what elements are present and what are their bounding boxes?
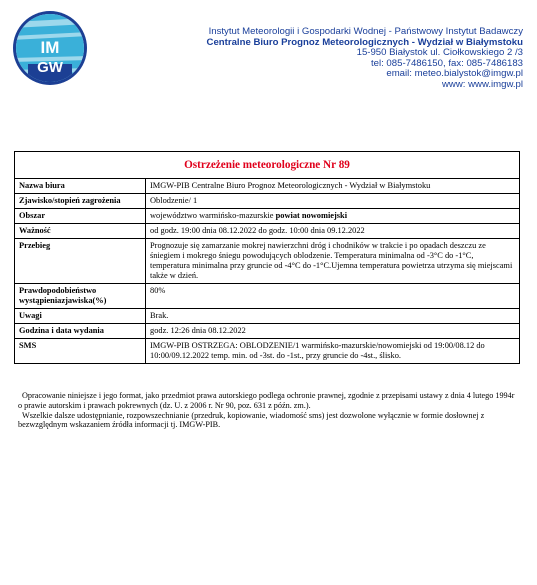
row-label: SMS (15, 339, 146, 364)
row-value: IMGW-PIB OSTRZEGA: OBLODZENIE/1 warmińsko-mazurskie/nowomiejski od 19:00/08.12 do 10:00/09.12.2022 temp. min. od -3st. do -1st., przy gruncie do -4st., ślisko. (146, 339, 520, 364)
phone-fax: tel: 085-7486150, fax: 085-7486183 (370, 57, 523, 69)
row-value (146, 209, 520, 224)
row-label: Uwagi (15, 309, 146, 324)
copyright-notice (18, 391, 518, 430)
logo-text-gw: GW (37, 59, 63, 76)
imgw-logo (12, 10, 88, 86)
institute-header (207, 27, 523, 91)
table-row (15, 324, 520, 339)
table-row (15, 284, 520, 309)
row-value: godz. 12:26 dnia 08.12.2022 (146, 324, 520, 339)
row-label: Zjawisko/stopień zagrożenia (15, 194, 146, 209)
table-row (15, 309, 520, 324)
table-row (15, 224, 520, 239)
row-value: od godz. 19:00 dnia 08.12.2022 do godz. 10:00 dnia 09.12.2022 (146, 224, 520, 239)
row-value: Prognozuje się zamarzanie mokrej nawierzchni dróg i chodników w trakcie i po opadach deszczu ze śniegiem i mokrego śniegu powodujących oblodzenie. Temperatura minimalna od -3°C do -1°C, temperatura minimalna przy gruncie od -4°C do -1°C.Ujemna temperatura powietrza utrzyma się miejscami także w dzień. (146, 239, 520, 284)
copyright-paragraph: Opracowanie niniejsze i jego format, jako przedmiot prawa autorskiego podlega ochronie prawnej, zgodnie z przepisami ustawy z dnia 4 lutego 1994r o prawie autorskim i prawach pokrewnych (dz. U. z 2006 r. Nr 90, poz. 631 z późn. zm.). (18, 391, 515, 410)
logo-text-im: IM (40, 38, 60, 57)
table-row (15, 239, 520, 284)
row-label: Obszar (15, 209, 146, 224)
table-row (15, 209, 520, 224)
area-county: powiat nowomiejski (275, 211, 348, 220)
table-row (15, 179, 520, 194)
address: 15-950 Białystok ul. Ciołkowskiego 2 /3 (356, 47, 523, 59)
row-label: Prawdopodobieństwo wystąpieniazjawiska(%) (15, 284, 146, 309)
row-value: Oblodzenie/ 1 (146, 194, 520, 209)
institute-name: Instytut Meteorologii i Gospodarki Wodnej - Państwowy Instytut Badawczy (208, 26, 523, 37)
row-value: Brak. (146, 309, 520, 324)
row-label: Ważność (15, 224, 146, 239)
row-value: 80% (146, 284, 520, 309)
row-label: Przebieg (15, 239, 146, 284)
warning-title: Ostrzeżenie meteorologiczne Nr 89 (15, 152, 520, 179)
row-label: Nazwa biura (15, 179, 146, 194)
office-name: Centralne Biuro Prognoz Meteorologicznych - Wydział w Białymstoku (206, 36, 523, 48)
email[interactable]: email: meteo.bialystok@imgw.pl (386, 68, 523, 80)
website[interactable]: www: www.imgw.pl (441, 78, 523, 90)
area-region: województwo warmińsko-mazurskie (150, 211, 274, 220)
row-label: Godzina i data wydania (15, 324, 146, 339)
warning-table (14, 151, 520, 364)
row-value: IMGW-PIB Centralne Biuro Prognoz Meteorologicznych - Wydział w Białymstoku (146, 179, 520, 194)
table-row (15, 194, 520, 209)
distribution-paragraph: Wszelkie dalsze udostępnianie, rozpowszechnianie (przedruk, kopiowanie, wiadomość sms) jest dozwolone wyłącznie w formie dosłownej z bezwzględnym wskazaniem źródła informacji tj. IMGW-PIB. (18, 410, 485, 430)
table-row (15, 339, 520, 364)
